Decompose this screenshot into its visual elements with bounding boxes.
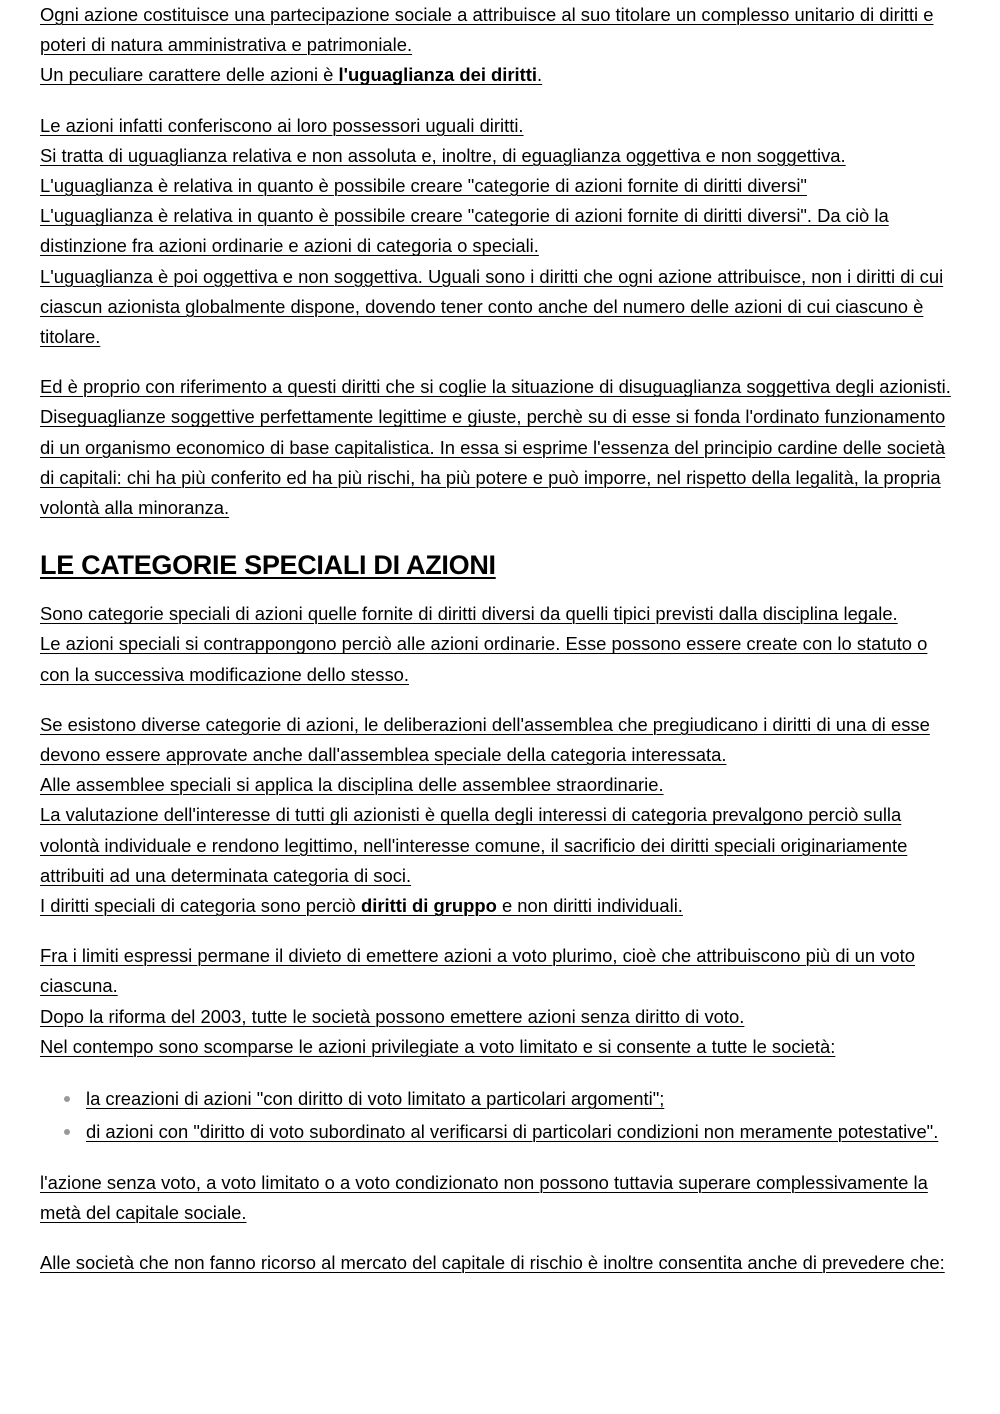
paragraph-line: L'uguaglianza è relativa in quanto è possibile creare "categorie di azioni fornite di diritti diversi": [40, 175, 807, 197]
paragraph-line: Fra i limiti espressi permane il divieto di emettere azioni a voto plurimo, cioè che attribuiscono più di un voto ciascuna.: [40, 945, 915, 997]
paragraph-line: e non diritti individuali.: [496, 895, 683, 917]
paragraph-capital-limit: [40, 1168, 960, 1228]
paragraph-intro: [40, 0, 960, 91]
paragraph-line: Ogni azione costituisce una partecipazione sociale a attribuisce al suo titolare un complesso unitario di diritti e poteri di natura amministrativa e patrimoniale.: [40, 4, 934, 56]
paragraph-equality: [40, 111, 960, 353]
paragraph-closed-companies: [40, 1248, 960, 1278]
paragraph-line: La valutazione dell'interesse di tutti gli azionisti è quella degli interessi di categoria prevalgono perciò sulla volontà individuale e rendono legittimo, nell'interesse comune, il sacrificio dei diritti speciali originariamente attribuiti ad una determinata categoria di soci.: [40, 804, 908, 886]
paragraph-special-categories: [40, 599, 960, 690]
list-item-text: la creazioni di azioni "con diritto di voto limitato a particolari argomenti";: [86, 1088, 665, 1110]
paragraph-line: Alle assemblee speciali si applica la disciplina delle assemblee straordinarie.: [40, 774, 664, 796]
paragraph-line: L'uguaglianza è relativa in quanto è possibile creare "categorie di azioni fornite di diritti diversi". Da ciò la distinzione fra azioni ordinarie e azioni di categoria o speciali.: [40, 205, 889, 257]
bullet-icon: [64, 1096, 70, 1102]
paragraph-assemblies: [40, 710, 960, 921]
document-page: [40, 0, 960, 1278]
paragraph-line: .: [537, 64, 543, 86]
paragraph-line: Le azioni speciali si contrappongono perciò alle azioni ordinarie. Esse possono essere create con lo statuto o con la successiva modificazione dello stesso.: [40, 633, 928, 685]
bullet-list: [40, 1084, 960, 1147]
bullet-icon: [64, 1129, 70, 1135]
paragraph-line: Se esistono diverse categorie di azioni, le deliberazioni dell'assemblea che pregiudicano i diritti di una di esse devono essere approvate anche dall'assemblea speciale della categoria interessata.: [40, 713, 930, 766]
paragraph-line: Diseguaglianze soggettive perfettamente legittime e giuste, perchè su di esse si fonda l'ordinato funzionamento di un organismo economico di base capitalistica. In essa si esprime l'essenza del principio cardine delle società di capitali: chi ha più conferito ed ha più rischi, ha più potere e può imporre, nel rispetto della legalità, la propria volontà alla minoranza.: [40, 406, 946, 519]
paragraph-inequality: [40, 372, 960, 523]
paragraph-voting-limits: [40, 941, 960, 1062]
paragraph-line: Dopo la riforma del 2003, tutte le società possono emettere azioni senza diritto di voto.: [40, 1005, 745, 1027]
section-heading: LE CATEGORIE SPECIALI DI AZIONI: [40, 550, 496, 581]
paragraph-line: Si tratta di uguaglianza relativa e non assoluta e, inoltre, di eguaglianza oggettiva e non soggettiva.: [40, 144, 846, 166]
list-item: [40, 1117, 960, 1147]
paragraph-line: L'uguaglianza è poi oggettiva e non soggettiva. Uguali sono i diritti che ogni azione attribuisce, non i diritti di cui ciascun azionista globalmente dispone, dovendo tener conto anche del numero delle azioni di cui ciascuno è titolare.: [40, 265, 944, 348]
paragraph-line: Sono categorie speciali di azioni quelle fornite di diritti diversi da quelli tipici previsti dalla disciplina legale.: [40, 603, 898, 625]
paragraph-line: Nel contempo sono scomparse le azioni privilegiate a voto limitato e si consente a tutte le società:: [40, 1035, 836, 1057]
paragraph-line: Le azioni infatti conferiscono ai loro possessori uguali diritti.: [40, 114, 524, 136]
paragraph-line: Alle società che non fanno ricorso al mercato del capitale di rischio è inoltre consentita anche di prevedere che:: [40, 1251, 945, 1273]
paragraph-line: Un peculiare carattere delle azioni è: [40, 64, 339, 86]
list-item-text: di azioni con "diritto di voto subordinato al verificarsi di particolari condizioni non meramente potestative".: [86, 1121, 939, 1143]
bold-term: diritti di gruppo: [360, 895, 497, 917]
paragraph-line: l'azione senza voto, a voto limitato o a voto condizionato non possono tuttavia superare complessivamente la metà del capitale sociale.: [40, 1171, 928, 1223]
list-item: [40, 1084, 960, 1114]
paragraph-line: Ed è proprio con riferimento a questi diritti che si coglie la situazione di disuguaglianza soggettiva degli azionisti.: [40, 376, 951, 398]
bold-term: l'uguaglianza dei diritti: [338, 64, 538, 86]
paragraph-line: I diritti speciali di categoria sono perciò: [40, 895, 361, 917]
